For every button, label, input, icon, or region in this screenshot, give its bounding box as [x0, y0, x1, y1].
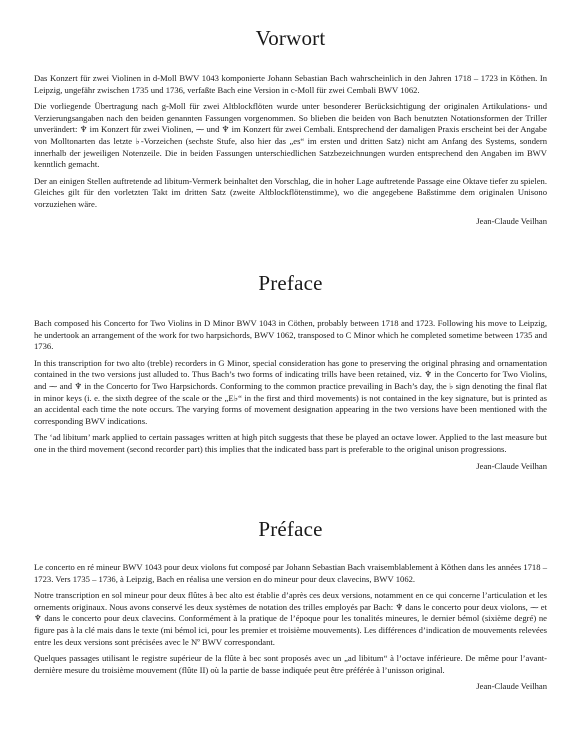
section-preface-fr: [34, 517, 547, 693]
section-vorwort: [34, 26, 547, 227]
paragraph: Quelques passages utilisant le registre supérieur de la flûte à bec sont proposés avec un „ad libitum“ à l’octave inférieure. De même pour l’avant-dernière mesure du troisième mouvement (flûte II) où la partie de basse indiquée peut être préférée à l’unisson original.: [34, 653, 547, 675]
signature: Jean-Claude Veilhan: [476, 681, 547, 692]
paragraph: Der an einigen Stellen auftretende ad libitum-Vermerk beinhaltet den Vorschlag, die in hoher Lage auftretende Passage eine Oktave tiefer zu spielen. Gleiches gilt für den vorletzten Takt im dritten Satz (zweite Altblockflötenstimme), wo die angegebene Baßstimme dem originalen Unisono vorzuziehen wäre.: [34, 175, 547, 209]
section-title: Vorwort: [255, 26, 326, 50]
section-title: Préface: [258, 517, 323, 541]
paragraph: Bach composed his Concerto for Two Violins in D Minor BWV 1043 in Cöthen, probably between 1718 and 1723. Following his move to Leipzig, he undertook an arrangement of the work for two harpsichords, BWV 1062, transposed to C Minor which he completed sometime between 1735 and 1736.: [34, 318, 547, 352]
signature: Jean-Claude Veilhan: [476, 215, 547, 226]
signature: Jean-Claude Veilhan: [476, 460, 547, 471]
section-title: Preface: [258, 271, 323, 295]
paragraph: Das Konzert für zwei Violinen in d-Moll BWV 1043 komponierte Johann Sebastian Bach wahrscheinlich in den Jahren 1718 – 1723 in Köthen. In Leipzig, ungefähr zwischen 1735 und 1736, verfaßte Bach eine Version in c-Moll für zwei Cembali BWV 1062.: [34, 73, 547, 95]
paragraph: The ‘ad libitum’ mark applied to certain passages written at high pitch suggests that these be played an octave lower. Applied to the last measure but one in the third movement (second recorder part) this implies that the indicated bass part is preferable to the original unison progressions.: [34, 432, 547, 454]
paragraph: Le concerto en ré mineur BWV 1043 pour deux violons fut composé par Johann Sebastian Bach vraisemblablement à Köthen dans les années 1718 – 1723. Vers 1735 – 1736, à Leipzig, Bach en réalisa une version en do mineur pour deux clavecins, BWV 1062.: [34, 562, 547, 584]
paragraph: Die vorliegende Übertragung nach g-Moll für zwei Altblockflöten wurde unter besonderer Berücksichtigung der originalen Artikulations- und Verzierungsangaben nach den beiden genannten Fassungen vorgenommen. So blieben die beiden von Bach benutzten Notationsformen der Triller unverändert: ♆ im Konzert für zwei Violinen, ⁓ und ♆ im Konzert für zwei Cembali. Entsprechend der damaligen Praxis erscheint bei der Angabe von Molltonarten das letzte ♭-Vorzeichen (sechste Stufe, also hier das „es“ im ersten und dritten Satz) nicht am Anfang des Systems, sondern innerhalb der jeweiligen Notenzeile. Die in beiden Fassungen unterschiedlichen Satzbezeichnungen wurden entsprechend den Angaben im BWV kenntlich gemacht.: [34, 101, 547, 170]
paragraph: Notre transcription en sol mineur pour deux flûtes à bec alto est établie d’après ces deux versions, notamment en ce qui concerne l’articulation et les ornements originaux. Nous avons conservé les deux systèmes de notation des trilles employés par Bach: ♆ dans le concerto pour deux violons, ⁓ et ♆ dans le concerto pour deux clavecins. Conformément à la pratique de l’époque pour les tonalités mineures, le dernier bémol (sixième degré) ne figure pas à la clé mais dans le texte (mi bémol ici, pour les premier et troisième mouvements). Les différences d’indication de mouvements relevées entre les deux versions sont précisées avec le Nº BWV correspondant.: [34, 590, 547, 647]
paragraph: In this transcription for two alto (treble) recorders in G Minor, special consideration has gone to preserving the original phrasing and ornamentation contained in the two versions just alluded to. Thus Bach’s two forms of indicating trills have been retained, viz. ♆ in the Concerto for Two Violins, and ⁓ and ♆ in the Concerto for Two Harpsichords. Conforming to the common practice prevailing in Bach’s day, the ♭ sign denoting the final flat in minor keys (i. e. the sixth degree of the scale or the „E♭“ in the first and third movements) is not contained in the key signature, but is printed as an accidental each time the note occurs. The varying forms of movement designation appearing in the two versions have been mentioned with the corresponding BWV indications.: [34, 357, 547, 426]
section-preface: [34, 271, 547, 472]
